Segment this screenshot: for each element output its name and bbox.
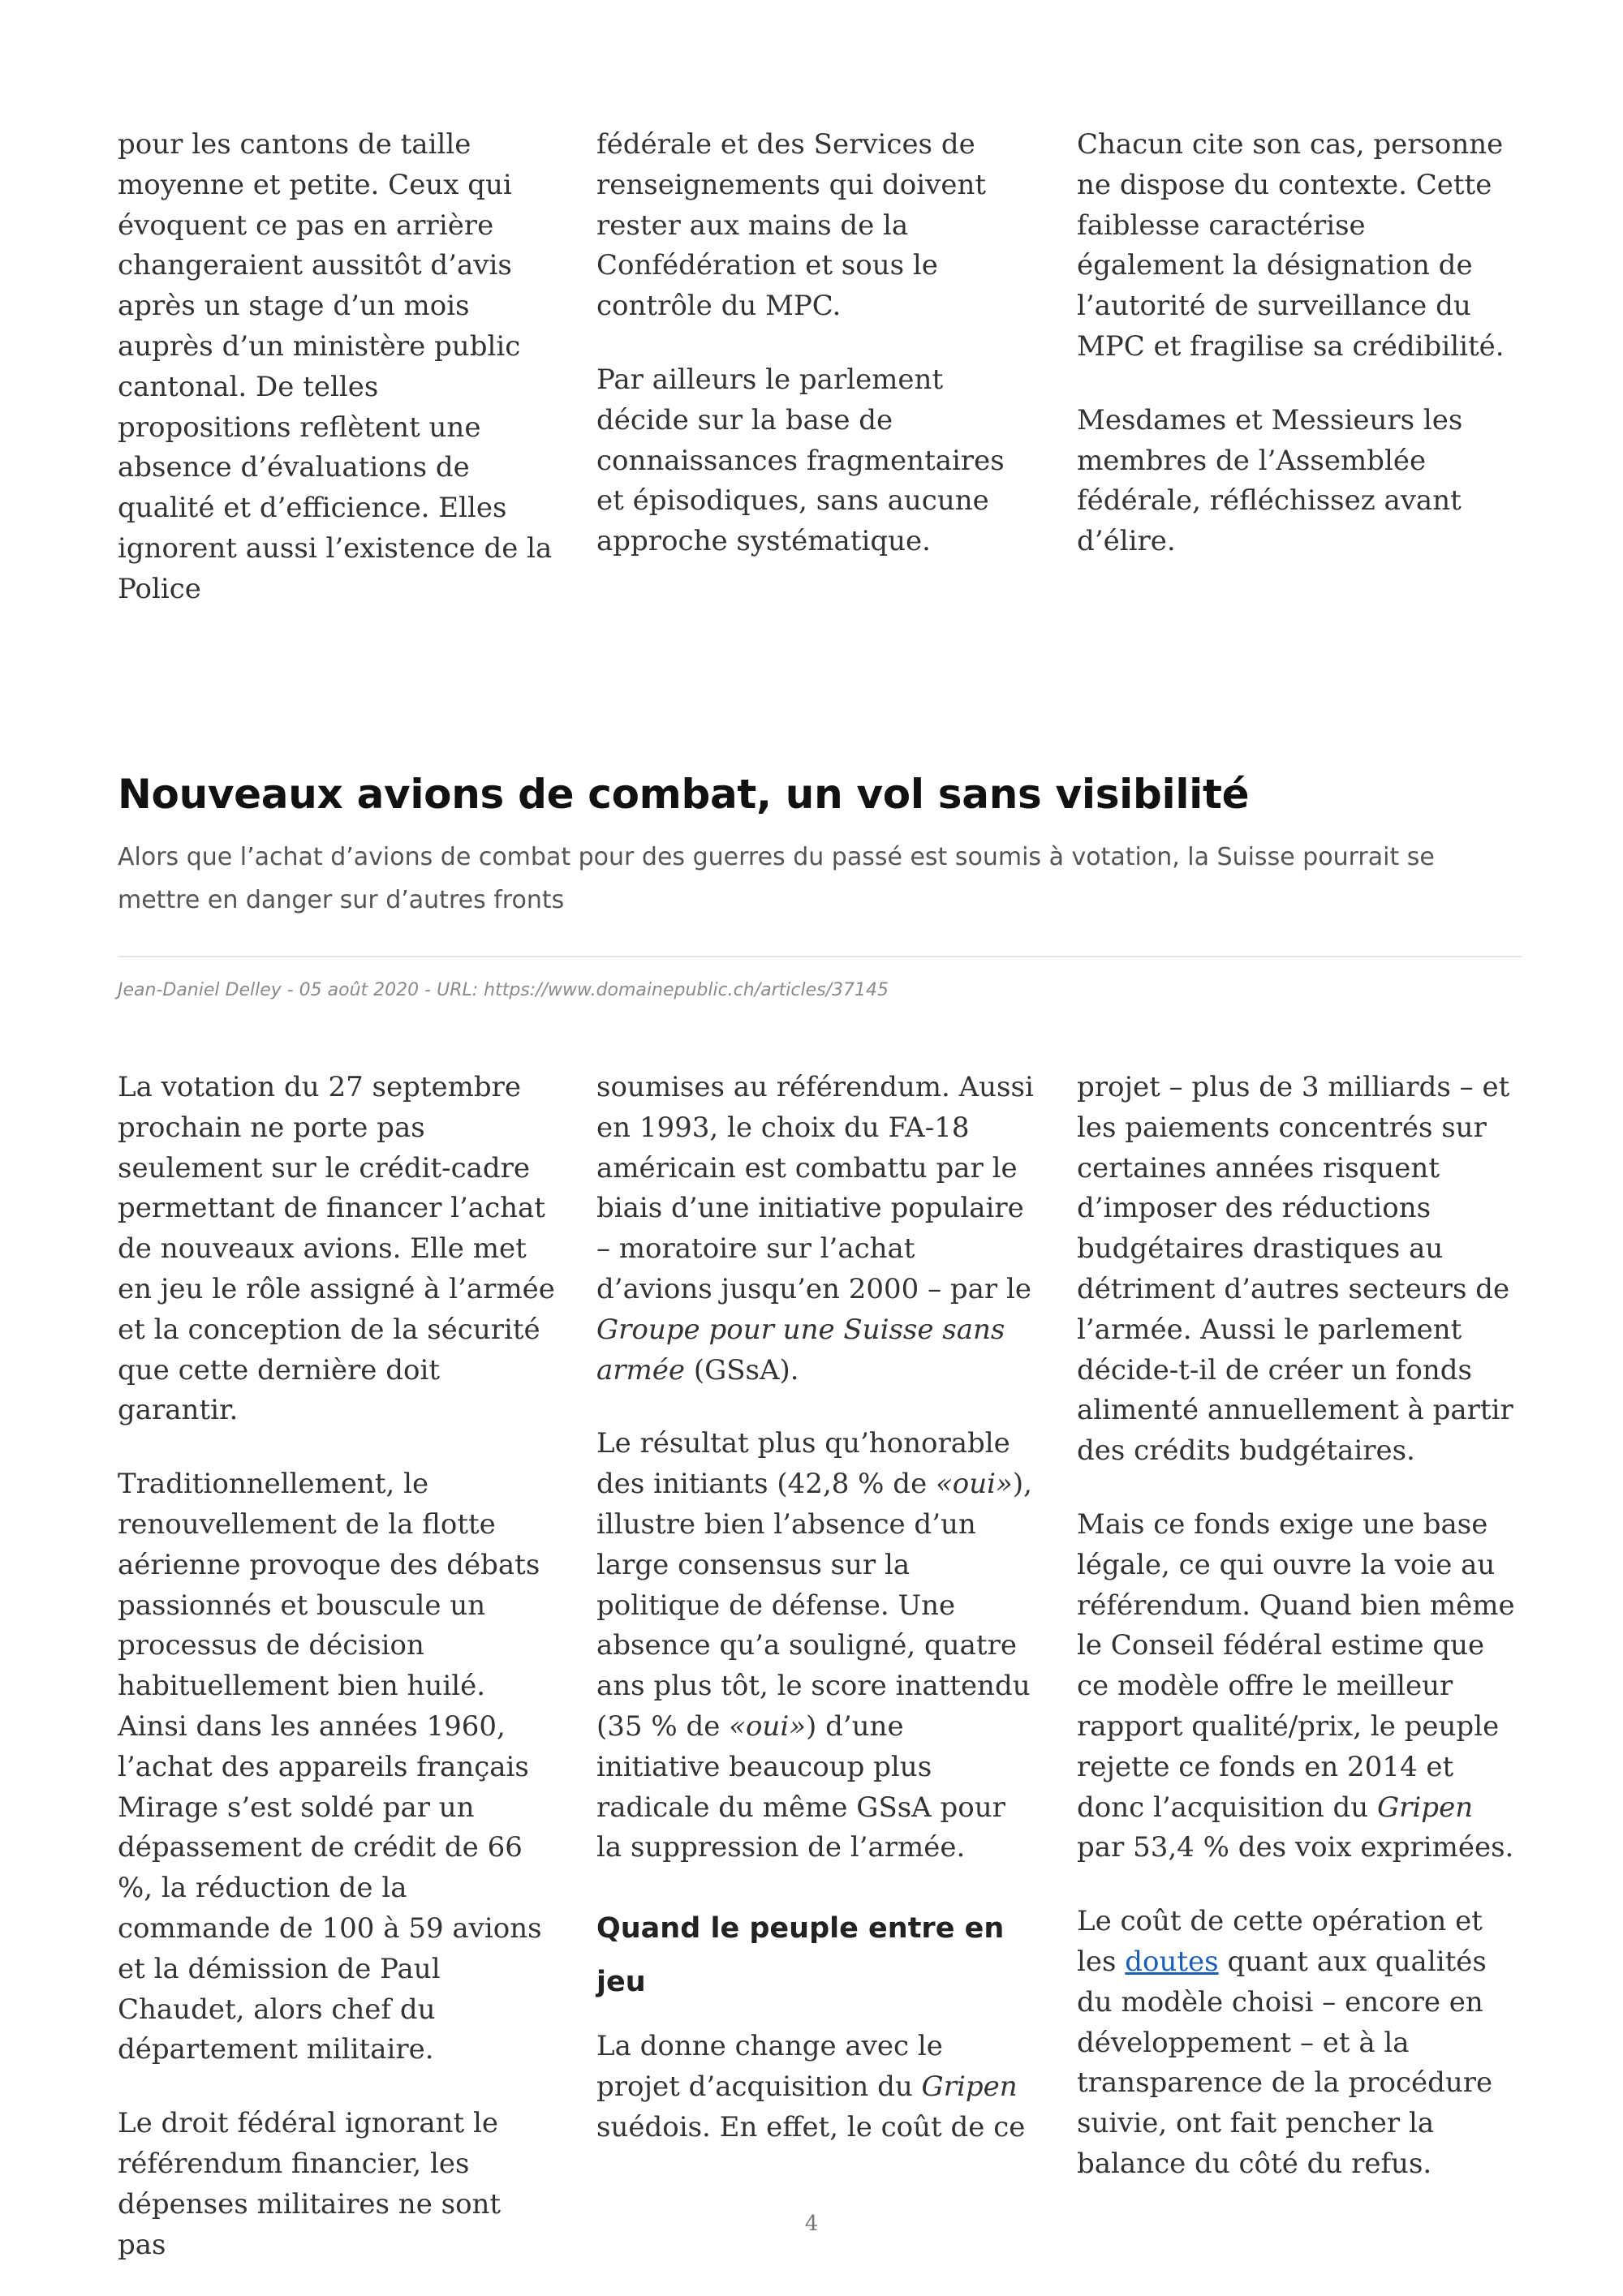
emphasis-text: Gripen (1377, 1791, 1474, 1824)
paragraph: La votation du 27 septembre prochain ne porte pas seulement sur le crédit-cadre permettant de financer l’achat de nouveaux avions. Elle met en jeu le rôle assigné à l’armée et la conception de la sécurité que cette dernière doit garantir. (118, 1071, 555, 1427)
article-byline: Jean-Daniel Delley - 05 août 2020 - URL: https://www.domainepublic.ch/articles/37145 (118, 980, 889, 1000)
text-run: Le coût de cette opération et les (1077, 1905, 1483, 1978)
emphasis-text: Gripen (921, 2070, 1018, 2103)
paragraph (596, 1068, 1035, 1391)
paragraph (1077, 1902, 1515, 2185)
text-run: ) d’une initiative beaucoup plus radicale du même GSsA pour la suppression de l’armée. (596, 1709, 1005, 1864)
text-run: La donne change avec le projet d’acquisition du (596, 2030, 943, 2103)
paragraph: Mesdames et Messieurs les membres de l’Assemblée fédérale, réfléchissez avant d’élire. (1077, 403, 1463, 558)
article-column-2 (596, 1068, 1035, 2148)
header-divider (118, 956, 1522, 957)
paragraph: Par ailleurs le parlement décide sur la base de connaissances fragmentaires et épisodiques, sans aucune approche systématique. (596, 363, 1005, 558)
article-column-1 (118, 1068, 556, 2265)
text-run: quant aux qualités du modèle choisi – encore en développement – et à la transparence de la procédure suivie, ont fait pencher la balance du côté du refus. (1077, 1945, 1493, 2180)
paragraph: projet – plus de 3 milliards – et les paiements concentrés sur certaines années risquent d’imposer des réductions budgétaires drastiques au détriment d’autres secteurs de l’armée. Aussi le parlement décide-t-il de créer un fonds alimenté annuellement à partir des crédits budgétaires. (1077, 1071, 1513, 1468)
text-run: Mais ce fonds exige une base légale, ce qui ouvre la voie au référendum. Quand bien même le Conseil fédéral estime que ce modèle offre le meilleur rapport qualité/prix, le peuple rejette ce fonds en 2014 et donc l’acquisition du (1077, 1507, 1515, 1824)
paragraph: Traditionnellement, le renouvellement de la flotte aérienne provoque des débats passionnés et bouscule un processus de décision habituellement bien huilé. Ainsi dans les années 1960, l’achat des appareils français Mirage s’est soldé par un dépassement de crédit de 66 %, la réduction de la commande de 100 à 59 avions et la démission de Paul Chaudet, alors chef du département militaire. (118, 1468, 542, 2066)
emphasis-text: Groupe pour une Suisse sans armée (596, 1313, 1005, 1387)
text-run: par 53,4 % des voix exprimées. (1077, 1831, 1514, 1864)
text-run: Le résultat plus qu’honorable des initiants (42,8 % de (596, 1427, 1010, 1501)
paragraph: pour les cantons de taille moyenne et petite. Ceux qui évoquent ce pas en arrière changeraient aussitôt d’avis après un stage d’un mois auprès d’un ministère public cantonal. De telles propositions reflètent une absence d’évaluations de qualité et d’efficience. Elles ignorent aussi l’existence de la Police (118, 128, 553, 605)
paragraph (1077, 1505, 1515, 1868)
text-run: soumises au référendum. Aussi en 1993, le choix du FA-18 américain est combattu par le biais d’une initiative populaire – moratoire sur l’achat d’avions jusqu’en 2000 – par le (596, 1071, 1034, 1305)
paragraph: fédérale et des Services de renseignements qui doivent rester aux mains de la Confédération et sous le contrôle du MPC. (596, 128, 987, 323)
page-number: 4 (804, 2212, 819, 2236)
paragraph (596, 2027, 1035, 2148)
text-run: (GSsA). (685, 1353, 799, 1387)
emphasis-text: «oui» (936, 1468, 1013, 1501)
prev-article-column-3 (1077, 125, 1515, 562)
text-run: suédois. En effet, le coût de ce (596, 2110, 1026, 2143)
doutes-link[interactable]: doutes (1125, 1945, 1219, 1978)
text-run: ), illustre bien l’absence d’un large consensus sur la politique de défense. Une absence qu’a souligné, quatre ans plus tôt, le score inattendu (35 % de (596, 1468, 1032, 1743)
article-column-3 (1077, 1068, 1515, 2185)
paragraph: Chacun cite son cas, personne ne dispose du contexte. Cette faiblesse caractérise également la désignation de l’autorité de surveillance du MPC et fragilise sa crédibilité. (1077, 128, 1505, 363)
prev-article-column-1 (118, 125, 556, 610)
paragraph: Le droit fédéral ignorant le référendum financier, les dépenses militaires ne sont pas (118, 2107, 502, 2261)
emphasis-text: «oui» (729, 1709, 807, 1743)
article-subtitle: Alors que l’achat d’avions de combat pour des guerres du passé est soumis à votation, la Suisse pourrait se mettre en danger sur d’autres fronts (118, 843, 1435, 914)
prev-article-column-2 (596, 125, 1035, 562)
section-heading: Quand le peuple entre en jeu (596, 1912, 1005, 1999)
paragraph (596, 1424, 1035, 1868)
article-title: Nouveaux avions de combat, un vol sans visibilité (118, 771, 1250, 818)
